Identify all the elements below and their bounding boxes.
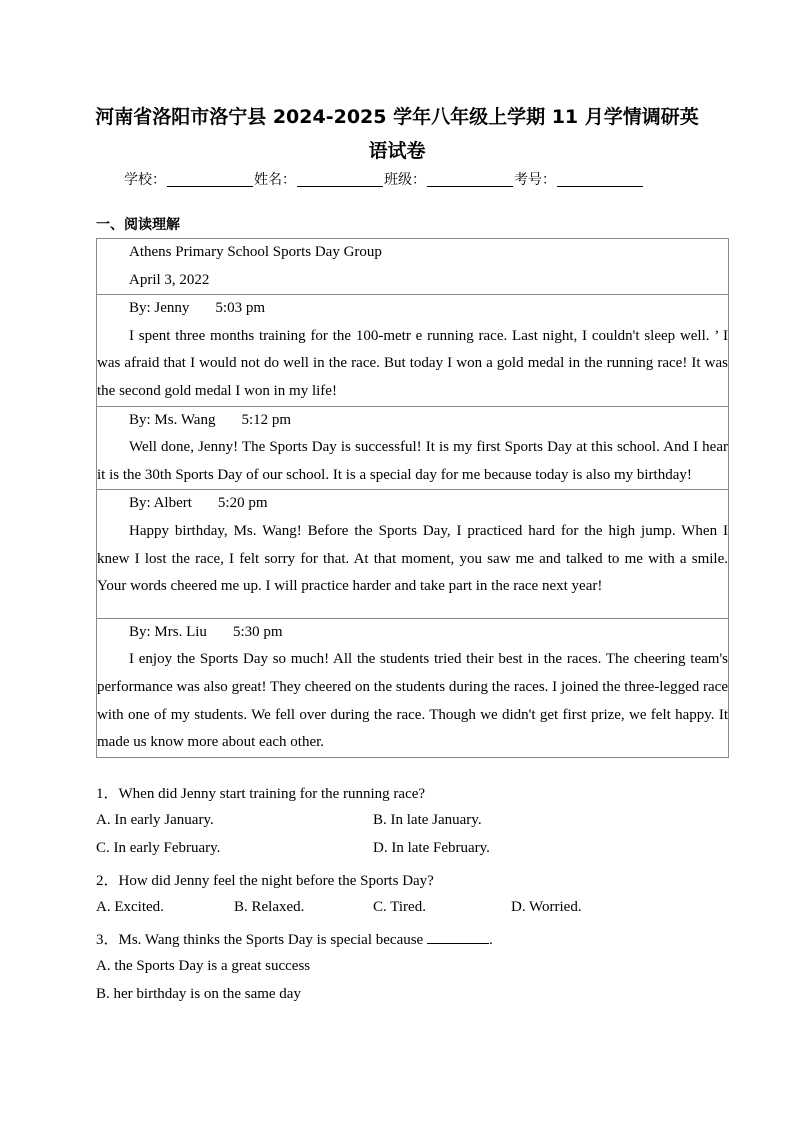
post-row [97, 406, 729, 490]
exam-title-line-1: 河南省洛阳市洛宁县 2024-2025 学年八年级上学期 11 月学情调研英 [95, 106, 699, 128]
post-text: I enjoy the Sports Day so much! All the students tried their best in the races. The cheering team's performance was also great! They cheered on the students during the races. I joined the three-legged race with one of my students. We fell over during the race. Though we didn't get first prize, we felt happy. It made us know more about each other. [97, 651, 728, 751]
question-2-option-c[interactable]: C. Tired. [373, 899, 426, 915]
student-info-row [124, 169, 684, 193]
reading-passage-table [96, 238, 729, 758]
name-label: 姓名： [254, 172, 296, 188]
question-3-stem-end: . [488, 932, 493, 948]
post-text: Happy birthday, Ms. Wang! Before the Sports Day, I practiced hard for the high jump. When I knew I lost the race, I felt sorry for that. At that moment, you saw me and talked to me with a smile. Your words cheered me up. I will practice harder and take part in the race next year! [97, 522, 728, 595]
post-header [97, 490, 728, 518]
post-row [97, 490, 729, 618]
exam-title [60, 100, 734, 168]
question-1-option-d[interactable]: D. In late February. [373, 840, 490, 856]
question-1-option-a[interactable]: A. In early January. [96, 812, 214, 828]
post-author: By: Albert [129, 495, 192, 512]
post-time: 5:03 pm [215, 300, 266, 317]
post-header [97, 619, 728, 647]
post-time: 5:20 pm [217, 495, 268, 512]
post-author: By: Jenny [129, 300, 190, 317]
question-2-option-b[interactable]: B. Relaxed. [234, 899, 305, 915]
question-2-stem: 2．How did Jenny feel the night before the Sports Day? [96, 873, 434, 889]
class-label: 班级： [384, 172, 426, 188]
post-header [97, 295, 728, 323]
question-3-option-b[interactable]: B. her birthday is on the same day [96, 986, 301, 1002]
post-text: I spent three months training for the 100-metr e running race. Last night, I couldn't sleep well. ’ I was afraid that I would not do well in the race. But today I won a gold medal in the running race! It was the second gold medal I won in my life! [97, 327, 728, 399]
question-1-option-c[interactable]: C. In early February. [96, 840, 221, 856]
question-3-stem: 3．Ms. Wang thinks the Sports Day is special because [96, 932, 424, 948]
school-blank[interactable] [167, 185, 253, 187]
post-text: Well done, Jenny! The Sports Day is successful! It is my first Sports Day at this school. And I hear it is the 30th Sports Day of our school. It is a special day for me because today is also my birthday! [97, 439, 728, 483]
school-label: 学校： [124, 172, 166, 188]
post-row [97, 295, 729, 406]
post-author: By: Mrs. Liu [129, 623, 207, 640]
exam-title-line-2: 语试卷 [368, 140, 426, 162]
post-time: 5:12 pm [241, 411, 292, 428]
answer-blank[interactable] [427, 942, 489, 944]
group-name: Athens Primary School Sports Day Group [129, 244, 382, 260]
post-header [97, 407, 728, 435]
post-row [97, 618, 729, 757]
post-time: 5:30 pm [232, 623, 283, 640]
number-blank[interactable] [557, 185, 643, 187]
number-label: 考号： [514, 172, 556, 188]
question-2-option-a[interactable]: A. Excited. [96, 899, 164, 915]
class-blank[interactable] [427, 185, 513, 187]
question-3-option-a[interactable]: A. the Sports Day is a great success [96, 958, 311, 974]
question-2-option-d[interactable]: D. Worried. [511, 899, 582, 915]
group-header-row [97, 239, 729, 295]
question-1-stem: 1．When did Jenny start training for the running race? [96, 786, 426, 802]
group-date: April 3, 2022 [129, 271, 210, 288]
question-3 [96, 928, 493, 949]
name-blank[interactable] [297, 185, 383, 187]
post-author: By: Ms. Wang [129, 411, 216, 428]
question-1-option-b[interactable]: B. In late January. [373, 812, 482, 828]
section-heading: 一、阅读理解 [96, 217, 180, 233]
